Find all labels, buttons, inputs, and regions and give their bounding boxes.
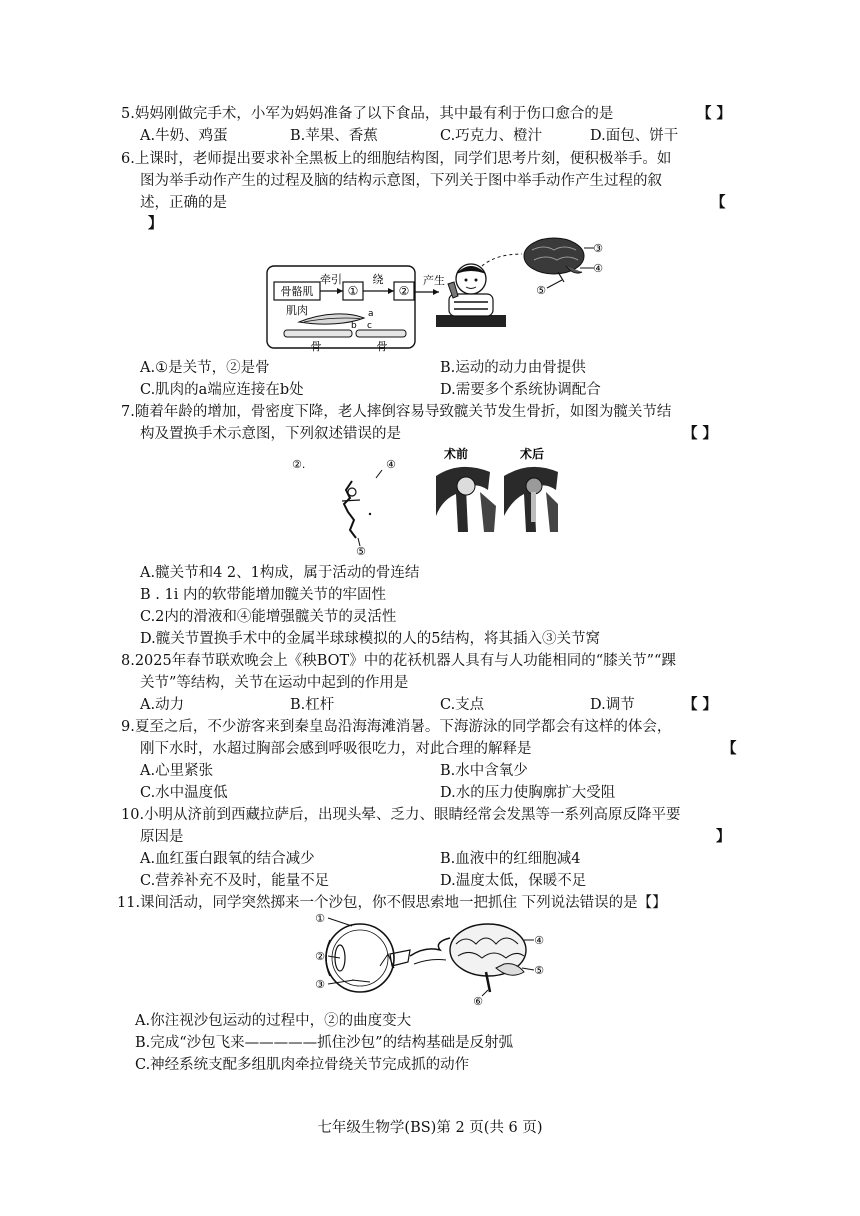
q10-option-a: A.血红蛋白跟氧的结合减少: [140, 851, 315, 867]
q8-stem-line2: 关节”等结构，关节在运动中起到的作用是: [140, 675, 409, 691]
q10-stem-line1: 10.小明从济前到西藏拉萨后，出现头晕、乏力、眼睛经常会发黑等一系列高原反降平要: [121, 807, 681, 823]
q10-stem-line2: 原因是: [140, 829, 184, 845]
q7-stem-line2: 构及置换手术示意图，下列叙述错误的是: [140, 426, 401, 442]
q9-option-a: A.心里紧张: [140, 763, 214, 779]
q5-option-c: C.巧克力、橙汁: [440, 128, 543, 144]
q10-option-b: B.血液中的红细胞减4: [440, 851, 581, 867]
q8-option-d: D.调节: [590, 697, 635, 713]
q7-stem-line1: 7.随着年龄的增加，骨密度下降，老人摔倒容易导致髋关节发生骨折，如图为髋关节结: [121, 404, 672, 420]
q9-option-d: D.水的压力使胸廓扩大受阻: [440, 785, 616, 801]
q11-label-2: ②: [315, 950, 325, 963]
q6-stem-line3: 述，正确的是: [140, 195, 227, 211]
q11-option-b: B.完成“沙包飞来—————抓住沙包”的结构基础是反射弧: [135, 1035, 514, 1051]
q6-bone-left: [284, 330, 352, 337]
q8-option-b: B.杠杆: [290, 697, 335, 713]
q6-label-2: ②: [398, 284, 410, 298]
q6-student-raising-hand: [436, 264, 506, 327]
q6-bracket-close: 】: [148, 215, 163, 232]
q6-c-label: c: [367, 321, 372, 331]
q7-label-2: ②.: [292, 458, 306, 471]
q6-bone-right: [356, 330, 406, 337]
q6-label-5: ⑤: [536, 284, 546, 297]
q9-stem-line1: 9.夏至之后，不少游客来到秦皇岛沿海海滩消暑。下海游泳的同学都会有这样的体会，: [121, 719, 672, 735]
q7-after-label: 术后: [519, 447, 545, 461]
q11-label-4: ④: [534, 934, 544, 947]
q8-answer-bracket: 【 】: [683, 696, 718, 713]
q6-bone-label-2: 骨: [376, 340, 388, 352]
q11-label-3: ③: [315, 978, 325, 991]
q10-answer-bracket: 】: [716, 828, 731, 845]
q11-option-a: A.你注视沙包运动的过程中，②的曲度变大: [135, 1013, 412, 1029]
q6-stem-line2: 图为举手动作产生的过程及脑的结构示意图，下列关于图中举手动作产生过程的叙: [140, 173, 662, 189]
q6-a-label: a: [368, 309, 374, 319]
q6-produce-label: 产生: [423, 274, 445, 287]
q6-around-label: 绕: [372, 273, 384, 286]
q7-option-a: A.髋关节和4 2、1构成，属于活动的骨连结: [140, 565, 420, 581]
q5-option-d: D.面包、饼干: [590, 128, 679, 144]
q6-option-c: C.肌肉的a端应连接在b处: [140, 382, 304, 398]
page-footer: 七年级生物学(BS)第 2 页(共 6 页): [317, 1120, 543, 1136]
q8-option-c: C.支点: [440, 697, 485, 713]
q7-before-surgery-image: [436, 467, 496, 532]
q6-option-a: A.①是关节，②是骨: [140, 360, 270, 376]
q7-hip-joint-sketch: [342, 481, 360, 538]
q6-bone-label-1: 骨: [310, 340, 322, 352]
q7-figure: [290, 446, 560, 556]
q9-option-c: C.水中温度低: [140, 785, 228, 801]
q10-option-c: C.营养补充不及时，能量不足: [140, 873, 330, 889]
q6-label-3: ③: [593, 242, 603, 255]
q6-option-d: D.需要多个系统协调配合: [440, 382, 601, 398]
q7-before-label: 术前: [443, 447, 469, 461]
q7-option-b: B . 1i 内的软带能增加髋关节的牢固性: [140, 587, 386, 603]
q5-answer-bracket: 【 】: [697, 105, 732, 122]
q8-stem-line1: 8.2025年春节联欢晚会上《秧BOT》中的花袄机器人具有与人功能相同的“膝关节”“踝: [121, 653, 676, 669]
q7-label-5: ⑤: [356, 545, 366, 556]
q9-answer-bracket: 【: [722, 740, 737, 757]
q7-option-d: D.髋关节置换手术中的金属半球球模拟的人的5结构，将其插入③关节窝: [140, 631, 600, 647]
q6-label-4: ④: [593, 262, 603, 275]
q9-stem-line2: 刚下水时，水超过胸部会感到呼吸很吃力，对此合理的解释是: [140, 741, 532, 757]
q10-option-d: D.温度太低，保暖不足: [440, 873, 587, 889]
q11-figure: [310, 910, 550, 1010]
q6-stem-line1: 6.上课时，老师提出要求补全黑板上的细胞结构图，同学们思考片刻，便积极举手。如: [121, 151, 672, 167]
q11-optic-nerve: [410, 938, 450, 956]
q6-label-1: ①: [347, 284, 359, 298]
q5-stem: 5.妈妈刚做完手术，小军为妈妈准备了以下食品，其中最有利于伤口愈合的是: [121, 106, 614, 122]
q6-bracket-open: 【: [711, 194, 726, 211]
q6-option-b: B.运动的动力由骨提供: [440, 360, 586, 376]
q8-option-a: A.动力: [140, 697, 185, 713]
q11-option-c: C.神经系统支配多组肌肉牵拉骨绕关节完成抓的动作: [135, 1057, 470, 1073]
q5-option-a: A.牛奶、鸡蛋: [140, 128, 228, 144]
q6-dashed-arc: [482, 254, 522, 266]
q6-muscle-label: 肌肉: [286, 304, 308, 317]
q7-label-4: ④: [386, 458, 396, 471]
q6-brain: [524, 238, 584, 282]
q6-figure: [264, 232, 604, 352]
q5-option-b: B.苹果、香蕉: [290, 128, 378, 144]
q6-pull-label: 牵引: [320, 273, 342, 286]
q11-stem: 11.课间活动，同学突然掷来一个沙包，你不假思索地一把抓住 下列说法错误的是【】: [117, 895, 667, 911]
q11-label-6: ⑥: [473, 995, 483, 1008]
q7-after-surgery-image: [504, 467, 558, 532]
q7-answer-bracket: 【 】: [683, 425, 718, 442]
q6-skeletal-muscle-label: 骨骼肌: [280, 285, 314, 298]
q9-option-b: B.水中含氧少: [440, 763, 528, 779]
q6-b-label: b: [351, 321, 357, 331]
q11-label-5: ⑤: [534, 964, 544, 977]
q11-brain-diagram: [450, 924, 526, 992]
q11-label-1: ①: [315, 912, 325, 925]
q7-option-c: C.2内的滑液和④能增强髋关节的灵活性: [140, 609, 397, 625]
